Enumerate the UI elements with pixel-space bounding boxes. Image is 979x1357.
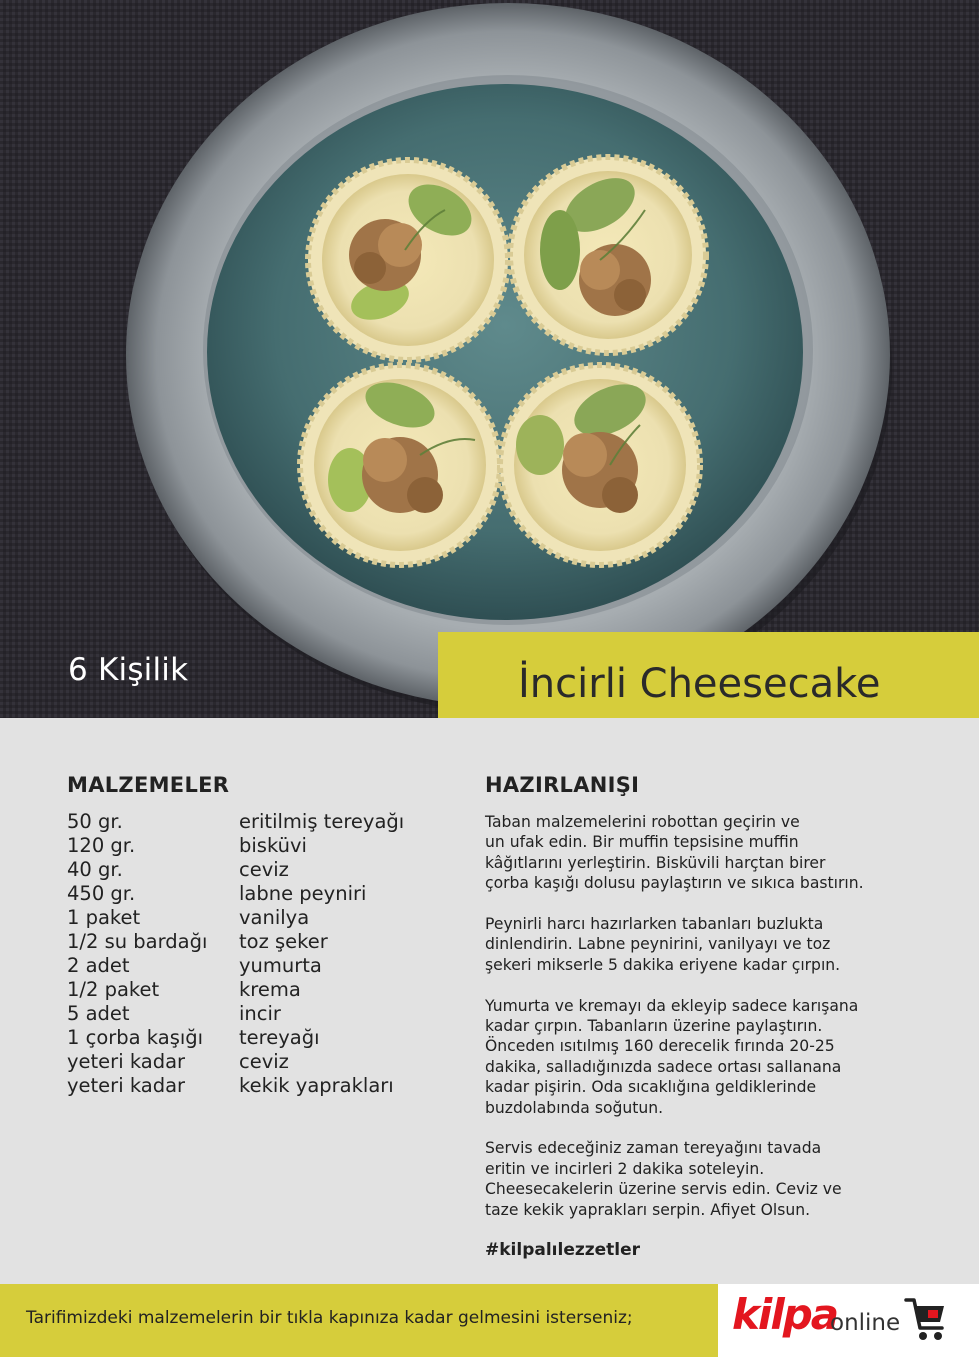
ingredient-qty: 1/2 paket <box>67 978 160 1001</box>
step-paragraph: Servis edeceğiniz zaman tereyağını tavada eritin ve incirleri 2 dakika soteleyin. Cheesecakelerin üzerine servis edin. Ceviz ve taze kekik yaprakları serpin. Afiyet Olsun. <box>485 1139 842 1219</box>
ingredient-name: toz şeker <box>239 930 328 953</box>
cheesecake-bottom-left <box>300 365 500 565</box>
ingredients-list <box>67 810 447 1098</box>
servings-label: 6 Kişilik <box>68 652 189 688</box>
ingredient-name: ceviz <box>239 858 289 881</box>
ingredient-name: tereyağı <box>239 1026 320 1049</box>
ingredient-qty: 1/2 su bardağı <box>67 930 208 953</box>
cheesecake-bottom-right <box>500 365 700 565</box>
step-paragraph: Yumurta ve kremayı da ekleyip sadece karışana kadar çırpın. Tabanların üzerine paylaştırın. Önceden ısıtılmış 160 derecelik fırında 20-25 dakika, salladığınızda sadece ortası sallanana kadar pişirin. Oda sıcaklığına geldiklerinde buzdolabında soğutun. <box>485 996 859 1117</box>
online-label: online <box>830 1310 901 1336</box>
list-item <box>67 882 447 906</box>
list-item <box>67 906 447 930</box>
ingredient-qty: 1 paket <box>67 906 141 929</box>
list-item <box>67 858 447 882</box>
preparation-heading: HAZIRLANIŞI <box>485 773 640 797</box>
list-item <box>67 1002 447 1026</box>
ingredient-name: bisküvi <box>239 834 307 857</box>
ingredient-name: yumurta <box>239 954 322 977</box>
ingredient-qty: yeteri kadar <box>67 1074 186 1097</box>
hashtag: #kilpalılezzetler <box>485 1240 641 1260</box>
list-item <box>67 978 447 1002</box>
list-item <box>67 834 447 858</box>
kilpa-online-link[interactable] <box>718 1284 979 1357</box>
ingredient-qty: 450 gr. <box>67 882 136 905</box>
preparation-steps <box>485 812 905 1240</box>
list-item <box>67 930 447 954</box>
footer-text: Tarifimizdeki malzemelerin bir tıkla kapınıza kadar gelmesini isterseniz; <box>26 1308 633 1328</box>
list-item <box>67 810 447 834</box>
ingredient-qty: 5 adet <box>67 1002 130 1025</box>
recipe-content <box>0 718 979 1284</box>
list-item <box>67 954 447 978</box>
list-item <box>67 1050 447 1074</box>
ingredient-qty: 120 gr. <box>67 834 136 857</box>
ingredient-name: vanilya <box>239 906 310 929</box>
step-paragraph: Taban malzemelerini robottan geçirin ve un ufak edin. Bir muffin tepsisine muffin kâğıtlarını yerleştirin. Bisküvili harçtan birer çorba kaşığı dolusu paylaştırın ve sıkıca bastırın. <box>485 813 864 893</box>
ingredients-heading: MALZEMELER <box>67 773 230 797</box>
ingredient-name: ceviz <box>239 1050 289 1073</box>
ingredient-qty: yeteri kadar <box>67 1050 186 1073</box>
ingredient-qty: 1 çorba kaşığı <box>67 1026 204 1049</box>
ingredient-name: kekik yaprakları <box>239 1074 394 1097</box>
cheesecake-top-left <box>308 160 508 360</box>
list-item <box>67 1026 447 1050</box>
shopping-cart-icon <box>904 1292 948 1344</box>
ingredient-name: eritilmiş tereyağı <box>239 810 405 833</box>
title-banner <box>438 632 979 726</box>
step-paragraph: Peynirli harcı hazırlarken tabanları buzlukta dinlendirin. Labne peynirini, vanilyayı ve toz şekeri mikserle 5 dakika eriyene kadar çırpın. <box>485 915 841 974</box>
ingredient-qty: 2 adet <box>67 954 130 977</box>
footer-banner <box>0 1284 979 1357</box>
list-item <box>67 1074 447 1098</box>
recipe-title: İncirli Cheesecake <box>518 661 881 707</box>
cheesecake-top-right <box>510 157 706 353</box>
ingredient-name: krema <box>239 978 301 1001</box>
ingredient-qty: 40 gr. <box>67 858 123 881</box>
ingredient-name: incir <box>239 1002 281 1025</box>
kilpa-logo: kilpa <box>732 1290 838 1339</box>
ingredient-qty: 50 gr. <box>67 810 123 833</box>
ingredient-name: labne peyniri <box>239 882 367 905</box>
